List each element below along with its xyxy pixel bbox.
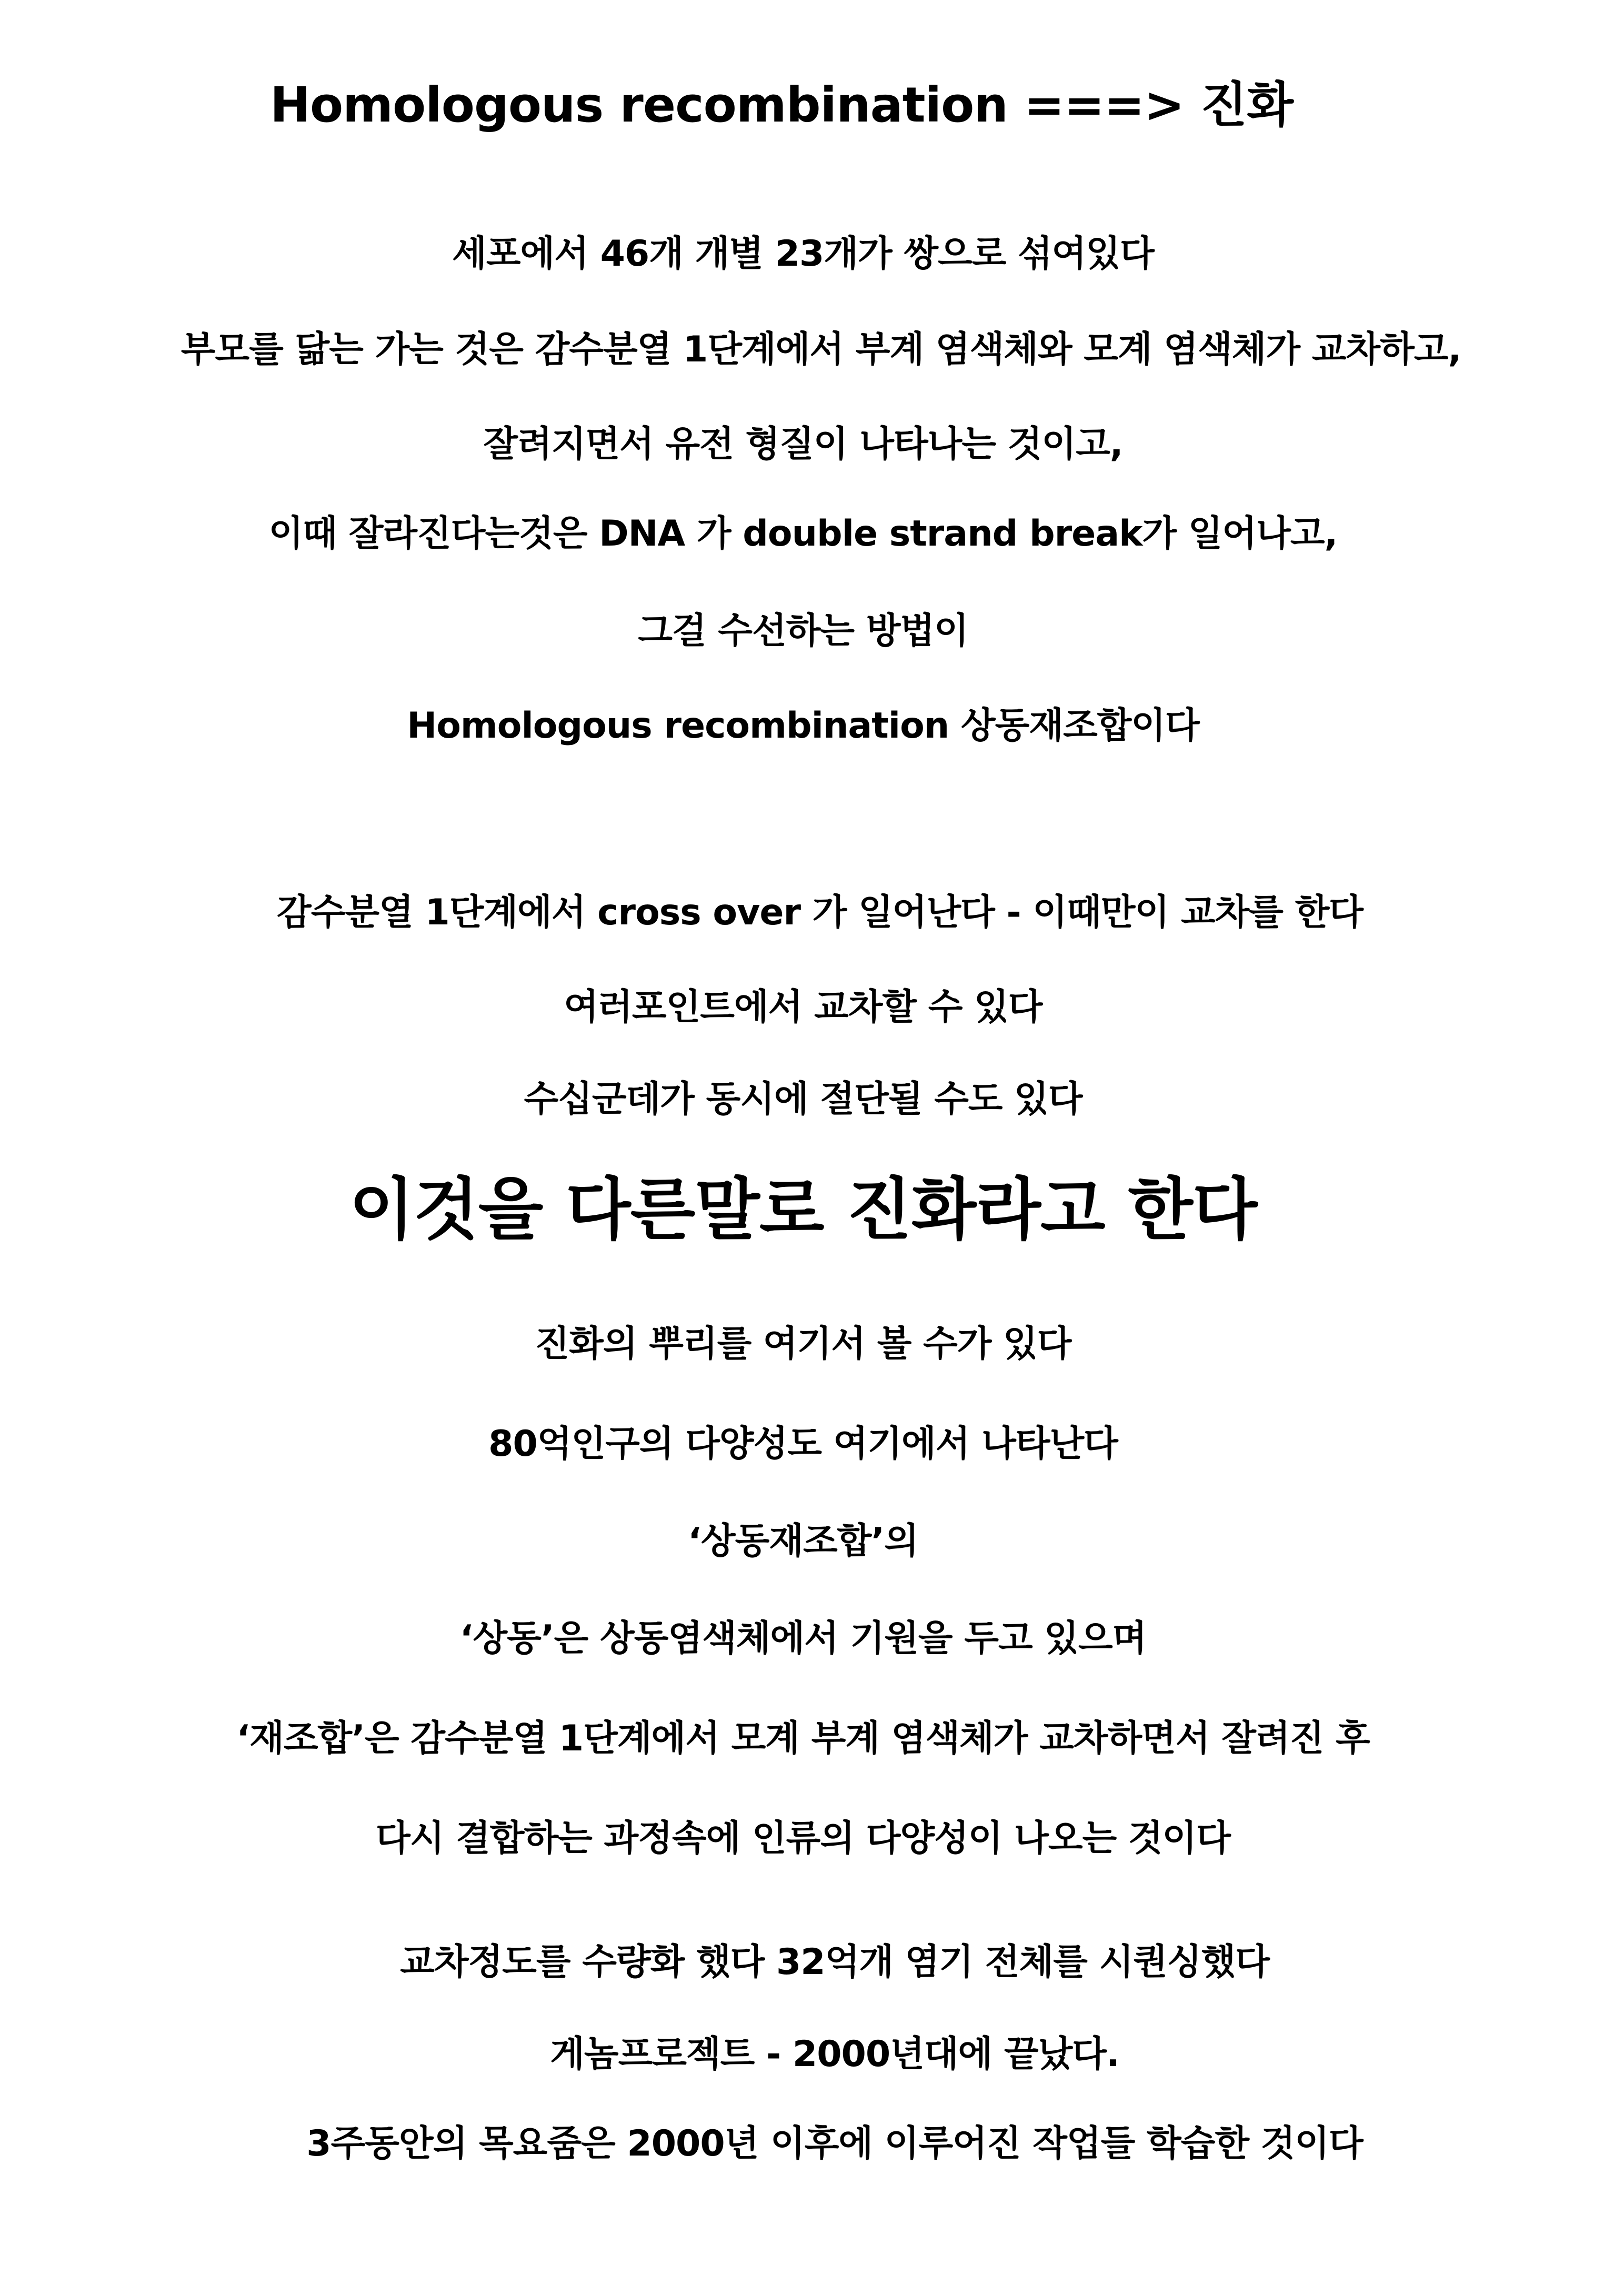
text-line: 게놈프로젝트 - 2000년대에 끝났다.	[550, 2033, 1119, 2075]
text-line: 그걸 수선하는 방법이	[638, 610, 968, 652]
text-line: 여러포인트에서 교차할 수 있다	[564, 986, 1042, 1028]
text-line: 수십군데가 동시에 절단될 수도 있다	[524, 1079, 1082, 1120]
text-line: ‘상동’은 상동염색체에서 기원을 두고 있으며	[459, 1618, 1147, 1659]
text-line: 잘려지면서 유전 형질이 나타나는 것이고,	[483, 424, 1123, 465]
text-line: 다시 결합하는 과정속에 인류의 다양성이 나오는 것이다	[376, 1818, 1230, 1859]
text-line: 진화의 뿌리를 여기서 볼 수가 있다	[535, 1323, 1071, 1365]
text-line: 세포에서 46개 개별 23개가 쌍으로 섞여있다	[452, 233, 1154, 275]
text-line: 교차정도를 수량화 했다 32억개 염기 전체를 시퀀싱했다	[400, 1941, 1269, 1983]
text-line: 80억인구의 다양성도 여기에서 나타난다	[488, 1423, 1118, 1465]
text-line: 부모를 닮는 가는 것은 감수분열 1단계에서 부계 염색체와 모계 염색체가 교차하고,	[181, 329, 1461, 370]
emphasis-heading: 이것을 다른말로 진화라고 한다	[349, 1171, 1257, 1249]
document-title: Homologous recombination ===> 진화	[269, 77, 1294, 133]
text-line: ‘상동재조합’의	[688, 1520, 918, 1562]
text-line: 이때 잘라진다는것은 DNA 가 double strand break가 일어나고,	[268, 513, 1338, 555]
text-line: Homologous recombination 상동재조합이다	[407, 705, 1199, 747]
text-line: 감수분열 1단계에서 cross over 가 일어난다 - 이때만이 교차를 한다	[277, 892, 1363, 933]
text-line: 3주동안의 목요줌은 2000년 이후에 이루어진 작업들 학습한 것이다	[306, 2123, 1363, 2164]
text-line: ‘재조합’은 감수분열 1단계에서 모계 부계 염색체가 교차하면서 잘려진 후	[236, 1718, 1370, 1759]
